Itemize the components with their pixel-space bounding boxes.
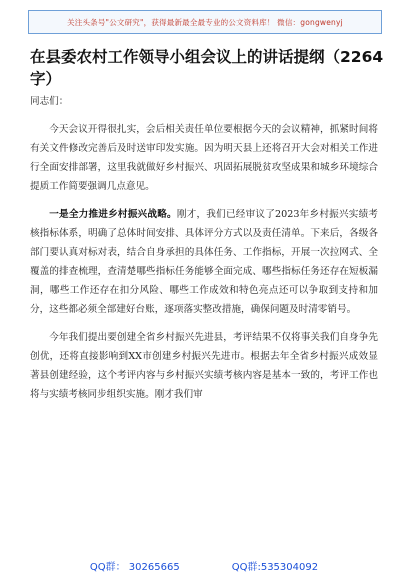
qq-group-2: QQ群:535304092 — [231, 562, 319, 573]
paragraph-section-1 — [30, 205, 378, 319]
paragraph-intro: 今天会议开得很扎实，会后相关责任单位要根据今天的会议精神，抓紧时间将有关文件修改完善后及时送审印发实施。因为明天县上还将召开大会对相关工作进行全面安排部署，这里我就做好乡村振兴、巩固拓展脱贫攻坚成果和城乡环境综合提质工作简要强调几点意见。 — [30, 124, 378, 192]
promo-banner — [28, 10, 382, 34]
promo-banner-text: 关注头条号"公文研究"，获得最新最全最专业的公文资料库！ 微信：gongwenyj — [67, 17, 343, 27]
footer-contacts — [0, 558, 408, 574]
document-title: 在县委农村工作领导小组会议上的讲话提纲（2264字） — [30, 48, 384, 88]
paragraph-3: 今年我们提出要创建全省乡村振兴先进县，考评结果不仅将事关我们自身争先创优，还将直接影响到XX市创建乡村振兴先进市。根据去年全省乡村振兴成效显著县创建经验，这个考评内容与乡村振兴实绩考核内容是基本一致的，考评工作也将与实绩考核同步组织实施。刚才我们审 — [30, 332, 378, 400]
section-1-text: 刚才，我们已经审议了2023年乡村振兴实绩考核指标体系，明确了总体时间安排、具体评分方式以及责任清单。下来后，各级各部门要认真对标对表，结合自身承担的具体任务、工作指标，开展一次拉网式、全覆盖的排查梳理，查清楚哪些指标任务能够全面完成、哪些指标任务还存在短板漏洞，哪些工作还存在扣分风险、哪些工作成效和特色亮点还可以争取到支持和加分，这些都必须全部建好台账，逐项落实整改措施，确保问题及时清零销号。 — [30, 209, 379, 315]
qq-group-1: QQ群： 30265665 — [89, 562, 180, 573]
section-1-heading: 一是全力推进乡村振兴战略。 — [49, 209, 177, 220]
document-body — [30, 92, 378, 404]
salutation: 同志们： — [30, 96, 69, 107]
